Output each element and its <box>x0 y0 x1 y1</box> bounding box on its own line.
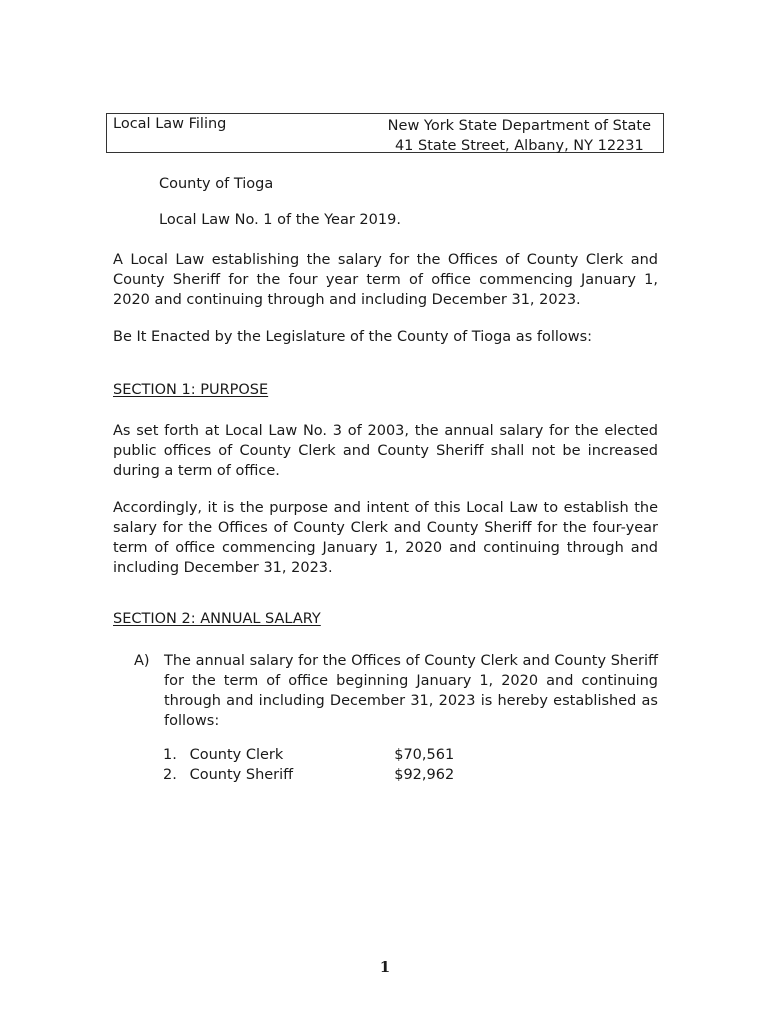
law-number: Local Law No. 1 of the Year 2019. <box>159 212 401 228</box>
item-a-text: The annual salary for the Offices of County Clerk and County Sheriff for the term of office beginning January 1, 2020 and continuing through and including December 31, 2023 is hereby established as follows: <box>164 653 658 729</box>
salary-row-office: County Sheriff <box>189 767 294 783</box>
section-2-item-a <box>134 651 658 731</box>
department-name: New York State Department of State <box>387 118 651 134</box>
salary-row <box>163 765 454 785</box>
law-intro-paragraph: A Local Law establishing the salary for the Offices of County Clerk and County Sheriff for the four year term of office commencing January 1, 2020 and continuing through and including December 31, 2023. <box>113 252 658 308</box>
department-address: 41 State Street, Albany, NY 12231 <box>394 138 644 154</box>
section-1-paragraph-2: Accordingly, it is the purpose and intent of this Local Law to establish the salary for the Offices of County Clerk and County Sheriff for the four-year term of office commencing January 1, 2020 and continuing through and including December 31, 2023. <box>113 500 658 576</box>
salary-row-office: County Clerk <box>189 747 284 763</box>
salary-row <box>163 745 454 765</box>
page-number: 1 <box>379 958 391 976</box>
county-name: County of Tioga <box>159 176 274 192</box>
salary-row-number: 1. <box>163 747 177 763</box>
salary-row-amount: $70,561 <box>394 747 455 763</box>
salary-row-number: 2. <box>163 767 177 783</box>
filing-header-box <box>106 113 664 153</box>
filing-title: Local Law Filing <box>113 116 227 132</box>
section-1-paragraph-1: As set forth at Local Law No. 3 of 2003, the annual salary for the elected public offices of County Clerk and County Sheriff shall not be increased during a term of office. <box>113 423 658 479</box>
salary-row-amount: $92,962 <box>394 767 455 783</box>
item-a-marker: A) <box>134 653 150 669</box>
enacting-clause: Be It Enacted by the Legislature of the County of Tioga as follows: <box>113 329 593 345</box>
section-1-heading: SECTION 1: PURPOSE <box>113 382 269 398</box>
filing-address <box>388 116 651 156</box>
section-2-heading: SECTION 2: ANNUAL SALARY <box>113 611 321 627</box>
